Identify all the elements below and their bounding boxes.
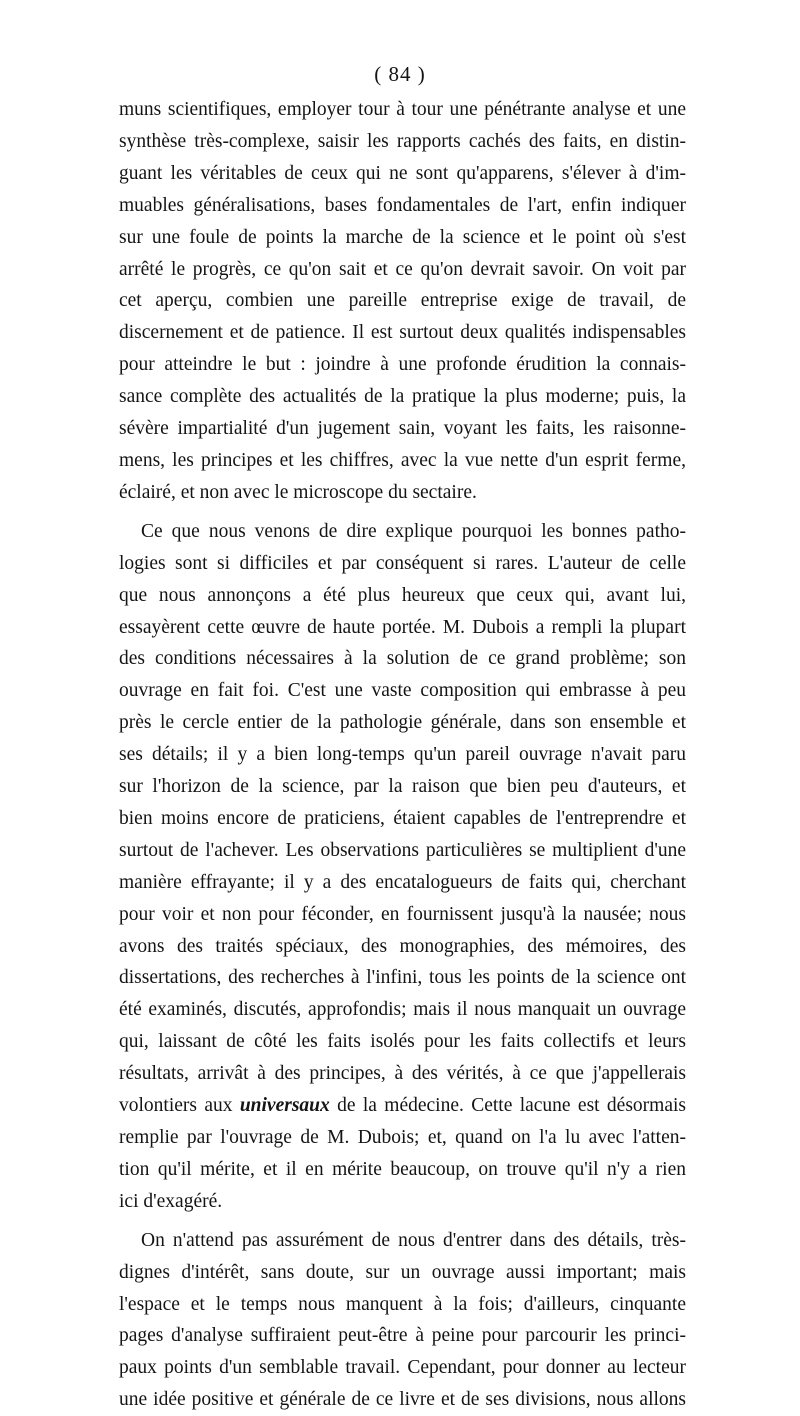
paragraph-1	[119, 94, 686, 509]
text-line-with-emphasis	[119, 1090, 686, 1122]
text-line: muns scientifiques, employer tour à tour une pénétrante analyse et une	[119, 99, 686, 120]
text-line: ici d'exagéré.	[119, 1190, 223, 1212]
text-line: résultats, arrivât à des principes, à des vérités, à ce que j'appellerais	[119, 1063, 686, 1085]
text-line: guant les véritables de ceux qui ne sont qu'apparens, s'élever à d'im-	[119, 162, 686, 184]
text-line: été examinés, discutés, approfondis; mais il nous manquait un ouvrage	[119, 999, 686, 1021]
text-line: remplie par l'ouvrage de M. Dubois; et, quand on l'a lu avec l'atten-	[119, 1127, 686, 1148]
text-line: éclairé, et non avec le microscope du sectaire.	[119, 481, 477, 503]
text-line: dignes d'intérêt, sans doute, sur un ouvrage aussi important; mais	[119, 1261, 686, 1283]
page-number: ( 84 )	[374, 62, 426, 86]
text-line: pages d'analyse suffiraient peut-être à peine pour parcourir les princi-	[119, 1325, 686, 1347]
text-line: pour voir et non pour féconder, en fournissent jusqu'à la nausée; nous	[119, 903, 686, 925]
text-line: pour atteindre le but : joindre à une profonde érudition la connais-	[119, 354, 686, 376]
text-line: Ce que nous venons de dire explique pourquoi les bonnes patho-	[141, 520, 686, 542]
text-line: surtout de l'achever. Les observations particulières se multiplient d'une	[119, 839, 686, 861]
text-line: mens, les principes et les chiffres, avec la vue nette d'un esprit ferme,	[119, 449, 686, 471]
text-line: sur une foule de points la marche de la science et le point où s'est	[119, 226, 686, 248]
body-text	[119, 94, 686, 1416]
text-line: près le cercle entier de la pathologie générale, dans son ensemble et	[119, 712, 686, 734]
text-line: manière effrayante; il y a des encatalogueurs de faits qui, cherchant	[119, 871, 686, 893]
text-line: sance complète des actualités de la pratique la plus moderne; puis, la	[119, 386, 686, 408]
text-line: dissertations, des recherches à l'infini, tous les points de la science ont	[119, 967, 686, 989]
text-line: essayèrent cette œuvre de haute portée. M. Dubois a rempli la plupart	[119, 616, 686, 638]
text-line: bien moins encore de praticiens, étaient capables de l'entreprendre et	[119, 807, 686, 829]
text-line: des conditions nécessaires à la solution de ce grand problème; son	[119, 648, 686, 670]
text-segment: de la médecine. Cette lacune est désormais	[329, 1095, 686, 1117]
text-line: avons des traités spéciaux, des monographies, des mémoires, des	[119, 935, 686, 957]
text-line: ses détails; il y a bien long-temps qu'un pareil ouvrage n'avait paru	[119, 744, 686, 766]
text-line: synthèse très-complexe, saisir les rapports cachés des faits, en distin-	[119, 130, 686, 152]
paragraph-3	[119, 1225, 686, 1416]
text-line: muables généralisations, bases fondamentales de l'art, enfin indiquer	[119, 194, 686, 216]
text-line: cet aperçu, combien une pareille entreprise exige de travail, de	[119, 290, 686, 312]
emphasized-term: universaux	[239, 1095, 330, 1117]
text-line: l'espace et le temps nous manquent à la fois; d'ailleurs, cinquante	[119, 1293, 686, 1315]
text-line: tion qu'il mérite, et il en mérite beaucoup, on trouve qu'il n'y a rien	[119, 1158, 686, 1180]
text-line: arrêté le progrès, ce qu'on sait et ce qu'on devrait savoir. On voit par	[119, 258, 686, 280]
text-line: ouvrage en fait foi. C'est une vaste composition qui embrasse à peu	[119, 680, 686, 702]
text-line: paux points d'un semblable travail. Cependant, pour donner au lecteur	[119, 1357, 686, 1379]
text-line: une idée positive et générale de ce livre et de ses divisions, nous allons	[119, 1389, 686, 1411]
text-line: sévère impartialité d'un jugement sain, voyant les faits, les raisonne-	[119, 418, 686, 440]
text-segment: volontiers aux	[119, 1095, 240, 1117]
text-line: que nous annonçons a été plus heureux que ceux qui, avant lui,	[119, 584, 686, 606]
text-line: discernement et de patience. Il est surtout deux qualités indispensables	[119, 322, 686, 344]
text-line: sur l'horizon de la science, par la raison que bien peu d'auteurs, et	[119, 776, 686, 798]
text-line: logies sont si difficiles et par conséquent si rares. L'auteur de celle	[119, 552, 686, 574]
text-line: qui, laissant de côté les faits isolés pour les faits collectifs et leurs	[119, 1031, 686, 1053]
paragraph-2	[119, 516, 686, 1218]
text-line: On n'attend pas assurément de nous d'entrer dans des détails, très-	[141, 1229, 686, 1251]
